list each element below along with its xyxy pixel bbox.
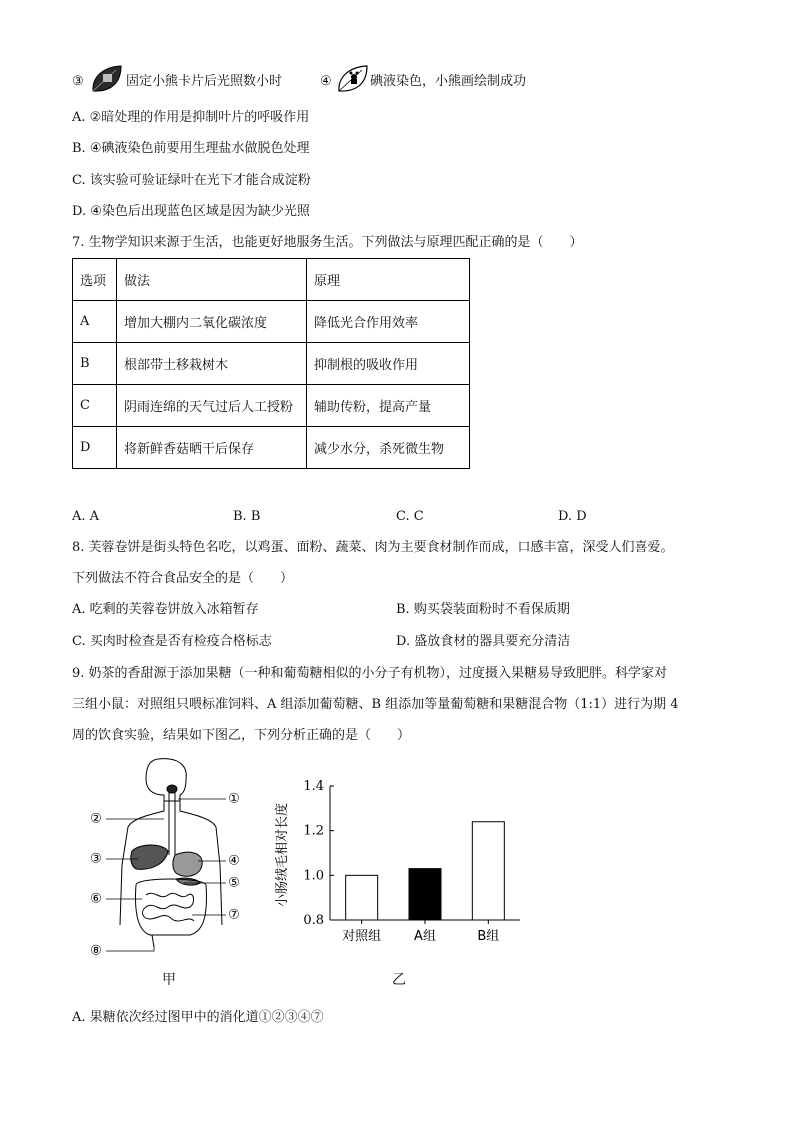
y-axis-label: 小肠绒毛相对长度: [275, 802, 290, 908]
x-tick-label: A组: [414, 929, 436, 944]
fig-jia-caption: 甲: [162, 972, 176, 988]
table-row: [73, 301, 470, 343]
label-7: ⑦: [228, 907, 240, 923]
table-header-cell: 做法: [117, 259, 307, 301]
table-cell: B: [73, 343, 117, 385]
x-tick-label: B组: [477, 929, 500, 944]
x-tick-label: 对照组: [342, 929, 382, 944]
q6-option-a: A. ②暗处理的作用是抑制叶片的呼吸作用: [72, 110, 310, 125]
pharynx: [167, 785, 177, 793]
table-cell: A: [73, 301, 117, 343]
table-row: [73, 385, 470, 427]
table-cell: C: [73, 385, 117, 427]
small-intestine: [143, 893, 194, 921]
table-row: [73, 427, 470, 469]
table-header-row: [73, 259, 470, 301]
table-cell: D: [73, 427, 117, 469]
q7-option-c: C. C: [396, 509, 424, 524]
fig-yi-caption: 乙: [392, 972, 406, 988]
q9-stem-line3: 周的饮食实验，结果如下图乙，下列分析正确的是（ ）: [72, 728, 411, 743]
table-header-cell: 原理: [307, 259, 470, 301]
table-cell: 根部带土移栽树木: [117, 343, 307, 385]
stained-leaf-icon: [336, 64, 370, 94]
label-6: ⑥: [90, 891, 102, 907]
step-3-number: ③: [72, 74, 84, 89]
label-1: ①: [228, 791, 240, 807]
q6-option-d: D. ④染色后出现蓝色区域是因为缺少光照: [72, 204, 310, 219]
q8-option-a: A. 吃剩的芙蓉卷饼放入冰箱暂存: [72, 602, 259, 617]
y-tick-label: 1.0: [303, 868, 324, 884]
q9-stem-line2: 三组小鼠：对照组只喂标准饲料、A 组添加葡萄糖、B 组添加等量葡萄糖和果糖混合物（1:1）进行为期 4: [72, 697, 679, 712]
label-2: ②: [90, 811, 102, 827]
y-tick-label: 1.2: [303, 823, 324, 839]
bar: [346, 875, 378, 920]
bar: [409, 869, 441, 920]
q7-stem: 7. 生物学知识来源于生活，也能更好地服务生活。下列做法与原理匹配正确的是（ ）: [72, 235, 583, 250]
label-5: ⑤: [228, 875, 240, 891]
stomach: [173, 852, 202, 876]
y-tick-label: 0.8: [303, 913, 324, 928]
liver: [131, 845, 168, 869]
label-8: ⑧: [90, 943, 102, 959]
label-4: ④: [228, 853, 240, 869]
q8-stem-line1: 8. 芙蓉卷饼是街头特色名吃，以鸡蛋、面粉、蔬菜、肉为主要食材制作而成，口感丰富，深受人们喜爱。: [72, 540, 674, 555]
dark-leaf-icon: [90, 64, 124, 94]
table-cell: 辅助传粉，提高产量: [307, 385, 470, 427]
q8-stem-line2: 下列做法不符合食品安全的是（ ）: [72, 571, 294, 586]
step-4-text: 碘液染色，小熊画绘制成功: [370, 74, 527, 89]
y-tick-label: 1.4: [303, 779, 324, 794]
step-4-number: ④: [320, 74, 332, 89]
q8-option-d: D. 盛放食材的器具要充分清洁: [396, 634, 571, 649]
q8-option-b: B. 购买袋装面粉时不看保质期: [396, 602, 570, 617]
q7-table: [72, 258, 470, 469]
bar: [472, 822, 504, 920]
digestive-system-diagram: [80, 755, 255, 965]
villi-length-bar-chart: [266, 760, 536, 950]
table-cell: 增加大棚内二氧化碳浓度: [117, 301, 307, 343]
table-cell: 阴雨连绵的天气过后人工授粉: [117, 385, 307, 427]
table-cell: 将新鲜香菇晒干后保存: [117, 427, 307, 469]
q7-option-a: A. A: [72, 509, 100, 524]
q7-option-d: D. D: [558, 509, 587, 524]
head-outline: [146, 759, 186, 801]
q9-option-a: A. 果糖依次经过图甲中的消化道①②③④⑦: [72, 1010, 324, 1025]
table-cell: 减少水分，杀死微生物: [307, 427, 470, 469]
table-row: [73, 343, 470, 385]
step-3-text: 固定小熊卡片后光照数小时: [126, 74, 283, 89]
q8-option-c: C. 买肉时检查是否有检疫合格标志: [72, 634, 272, 649]
table-header-cell: 选项: [73, 259, 117, 301]
q9-stem-line1: 9. 奶茶的香甜源于添加果糖（一种和葡萄糖相似的小分子有机物），过度摄入果糖易导致肥胖。科学家对: [72, 666, 668, 681]
table-cell: 抑制根的吸收作用: [307, 343, 470, 385]
q6-option-b: B. ④碘液染色前要用生理盐水做脱色处理: [72, 141, 310, 156]
q6-option-c: C. 该实验可验证绿叶在光下才能合成淀粉: [72, 173, 311, 188]
table-cell: 降低光合作用效率: [307, 301, 470, 343]
q7-option-b: B. B: [233, 509, 261, 524]
label-3: ③: [90, 851, 102, 867]
